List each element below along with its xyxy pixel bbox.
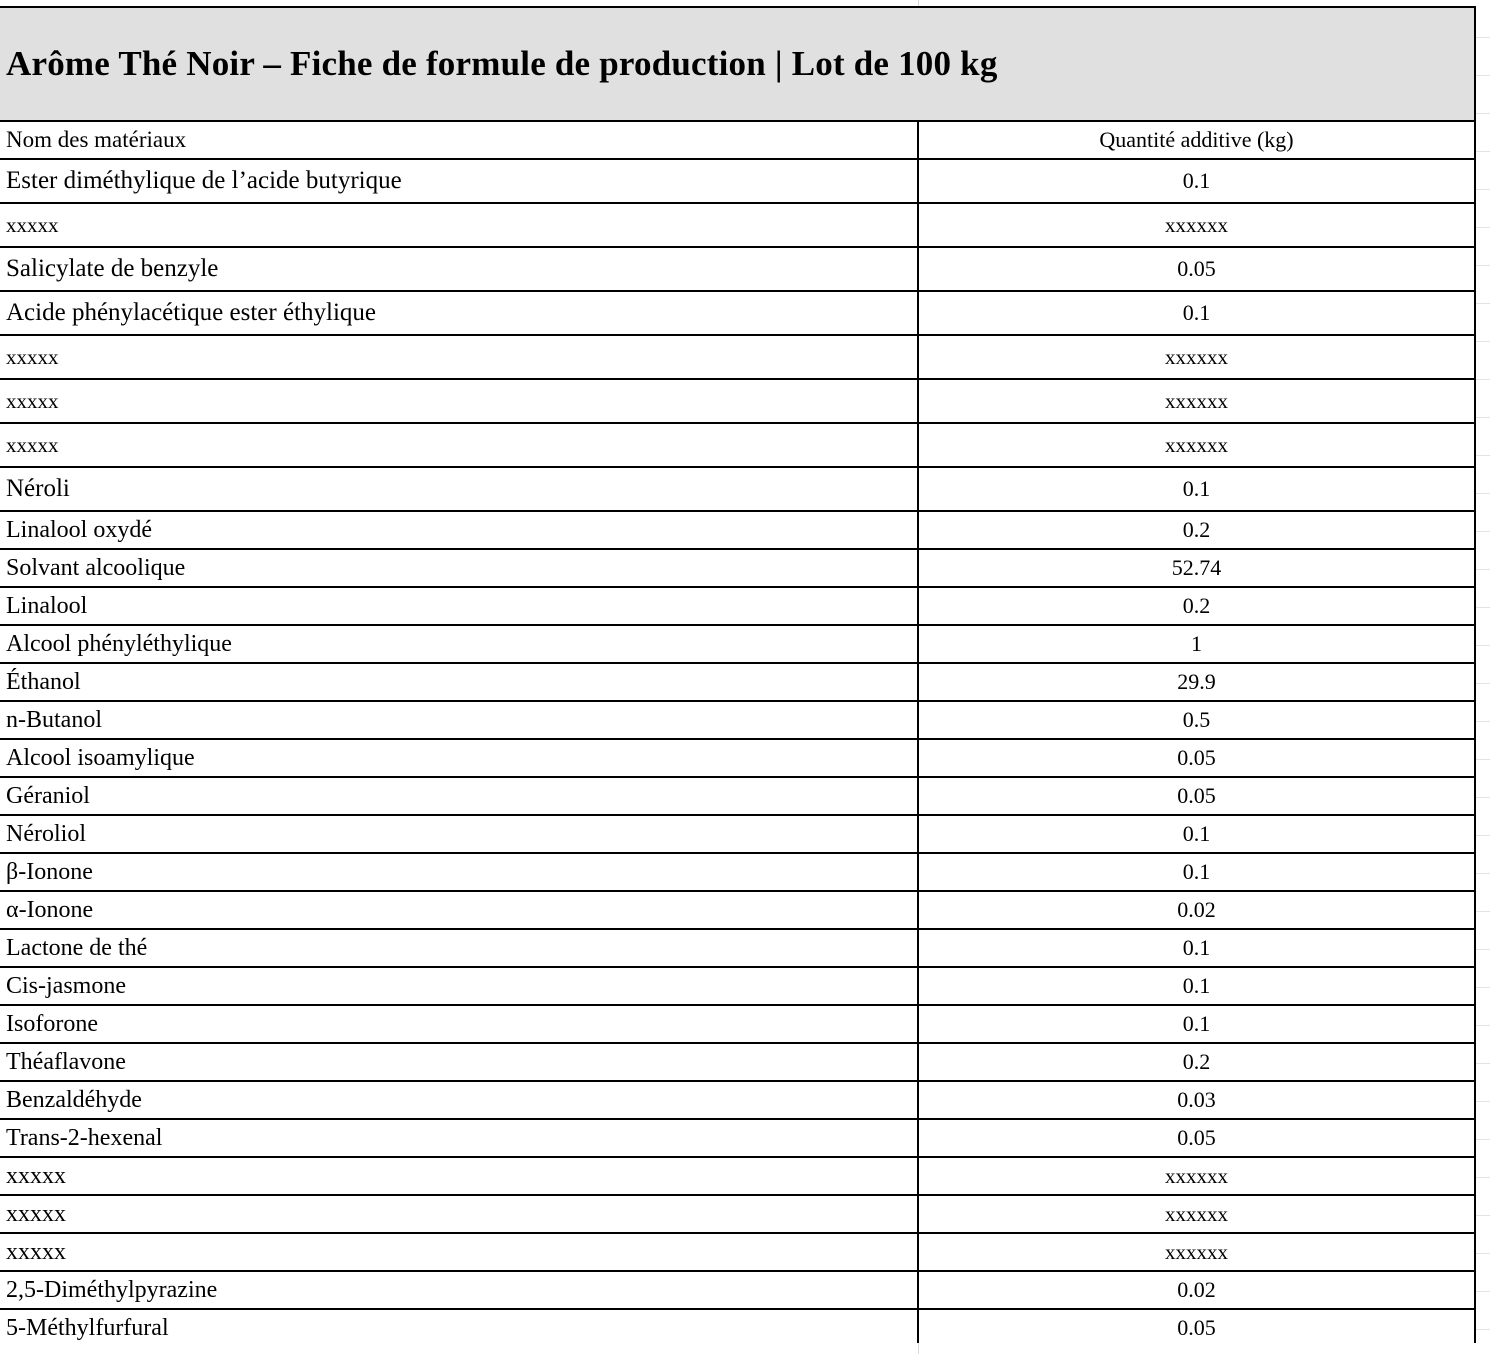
sheet-gridlines-bottom <box>0 1343 1490 1354</box>
quantity-cell[interactable]: 29.9 <box>918 663 1474 701</box>
material-name-cell[interactable]: xxxxx <box>0 1233 918 1271</box>
table-row <box>0 1195 1474 1233</box>
material-name-cell[interactable]: Linalool oxydé <box>0 511 918 549</box>
table-row <box>0 587 1474 625</box>
quantity-cell[interactable]: 0.05 <box>918 777 1474 815</box>
table-row <box>0 815 1474 853</box>
material-name-cell[interactable]: Néroli <box>0 467 918 511</box>
title-cell[interactable] <box>0 8 1474 122</box>
table-row <box>0 291 1474 335</box>
quantity-cell[interactable]: 0.02 <box>918 1271 1474 1309</box>
quantity-cell[interactable]: 0.2 <box>918 1043 1474 1081</box>
material-name-cell[interactable]: Trans-2-hexenal <box>0 1119 918 1157</box>
table-row <box>0 1005 1474 1043</box>
table-row <box>0 967 1474 1005</box>
table-row <box>0 159 1474 203</box>
table-row <box>0 203 1474 247</box>
table-row <box>0 739 1474 777</box>
material-name-cell[interactable]: Géraniol <box>0 777 918 815</box>
column-header-name[interactable]: Nom des matériaux <box>0 122 918 159</box>
material-name-cell[interactable]: Ester diméthylique de l’acide butyrique <box>0 159 918 203</box>
table-row <box>0 1043 1474 1081</box>
table-row <box>0 549 1474 587</box>
quantity-cell[interactable]: xxxxxx <box>918 203 1474 247</box>
quantity-cell[interactable]: 0.1 <box>918 291 1474 335</box>
quantity-cell[interactable]: 1 <box>918 625 1474 663</box>
quantity-cell[interactable]: 0.05 <box>918 247 1474 291</box>
table-row <box>0 663 1474 701</box>
quantity-cell[interactable]: 0.1 <box>918 159 1474 203</box>
material-name-cell[interactable]: Linalool <box>0 587 918 625</box>
quantity-cell[interactable]: 0.1 <box>918 815 1474 853</box>
material-name-cell[interactable]: Théaflavone <box>0 1043 918 1081</box>
material-name-cell[interactable]: 2,5-Diméthylpyrazine <box>0 1271 918 1309</box>
table-row <box>0 1157 1474 1195</box>
quantity-cell[interactable]: 0.2 <box>918 511 1474 549</box>
material-name-cell[interactable]: Isoforone <box>0 1005 918 1043</box>
quantity-cell[interactable]: 0.1 <box>918 967 1474 1005</box>
material-name-cell[interactable]: xxxxx <box>0 1157 918 1195</box>
table-row <box>0 1081 1474 1119</box>
material-name-cell[interactable]: Solvant alcoolique <box>0 549 918 587</box>
quantity-cell[interactable]: 0.5 <box>918 701 1474 739</box>
material-name-cell[interactable]: Benzaldéhyde <box>0 1081 918 1119</box>
table-row <box>0 379 1474 423</box>
material-name-cell[interactable]: 5-Méthylfurfural <box>0 1309 918 1347</box>
material-name-cell[interactable]: Salicylate de benzyle <box>0 247 918 291</box>
table-row <box>0 467 1474 511</box>
material-name-cell[interactable]: xxxxx <box>0 379 918 423</box>
material-name-cell[interactable]: Lactone de thé <box>0 929 918 967</box>
table-row <box>0 1309 1474 1347</box>
quantity-cell[interactable]: 0.1 <box>918 1005 1474 1043</box>
material-name-cell[interactable]: xxxxx <box>0 203 918 247</box>
material-name-cell[interactable]: xxxxx <box>0 335 918 379</box>
quantity-cell[interactable]: 0.05 <box>918 1309 1474 1347</box>
table-row <box>0 891 1474 929</box>
material-name-cell[interactable]: Néroliol <box>0 815 918 853</box>
quantity-cell[interactable]: xxxxxx <box>918 1157 1474 1195</box>
material-name-cell[interactable]: Acide phénylacétique ester éthylique <box>0 291 918 335</box>
material-name-cell[interactable]: Alcool phényléthylique <box>0 625 918 663</box>
material-name-cell[interactable]: Éthanol <box>0 663 918 701</box>
material-name-cell[interactable]: Cis-jasmone <box>0 967 918 1005</box>
quantity-cell[interactable]: xxxxxx <box>918 335 1474 379</box>
quantity-cell[interactable]: 0.1 <box>918 853 1474 891</box>
quantity-cell[interactable]: xxxxxx <box>918 423 1474 467</box>
quantity-cell[interactable]: 0.1 <box>918 467 1474 511</box>
quantity-cell[interactable]: 0.05 <box>918 1119 1474 1157</box>
sheet-gridlines-right <box>1476 0 1490 1354</box>
table-row <box>0 247 1474 291</box>
table-row <box>0 423 1474 467</box>
quantity-cell[interactable]: 0.05 <box>918 739 1474 777</box>
table-row <box>0 511 1474 549</box>
table-row <box>0 853 1474 891</box>
quantity-cell[interactable]: xxxxxx <box>918 379 1474 423</box>
header-row <box>0 122 1474 159</box>
material-name-cell[interactable]: xxxxx <box>0 423 918 467</box>
quantity-cell[interactable]: 0.1 <box>918 929 1474 967</box>
quantity-cell[interactable]: xxxxxx <box>918 1233 1474 1271</box>
quantity-cell[interactable]: 0.02 <box>918 891 1474 929</box>
quantity-cell[interactable]: 0.2 <box>918 587 1474 625</box>
material-name-cell[interactable]: β-Ionone <box>0 853 918 891</box>
material-name-cell[interactable]: n-Butanol <box>0 701 918 739</box>
column-header-quantity[interactable]: Quantité additive (kg) <box>918 122 1474 159</box>
table-row <box>0 777 1474 815</box>
material-name-cell[interactable]: xxxxx <box>0 1195 918 1233</box>
table-row <box>0 701 1474 739</box>
sheet-title: Arôme Thé Noir – Fiche de formule de production | Lot de 100 kg <box>6 44 998 83</box>
quantity-cell[interactable]: 0.03 <box>918 1081 1474 1119</box>
formula-sheet <box>0 6 1476 1348</box>
formula-table <box>0 122 1474 1348</box>
table-row <box>0 625 1474 663</box>
material-name-cell[interactable]: Alcool isoamylique <box>0 739 918 777</box>
material-name-cell[interactable]: α-Ionone <box>0 891 918 929</box>
quantity-cell[interactable]: 52.74 <box>918 549 1474 587</box>
table-row <box>0 335 1474 379</box>
table-row <box>0 1233 1474 1271</box>
quantity-cell[interactable]: xxxxxx <box>918 1195 1474 1233</box>
table-row <box>0 1119 1474 1157</box>
table-row <box>0 1271 1474 1309</box>
table-row <box>0 929 1474 967</box>
